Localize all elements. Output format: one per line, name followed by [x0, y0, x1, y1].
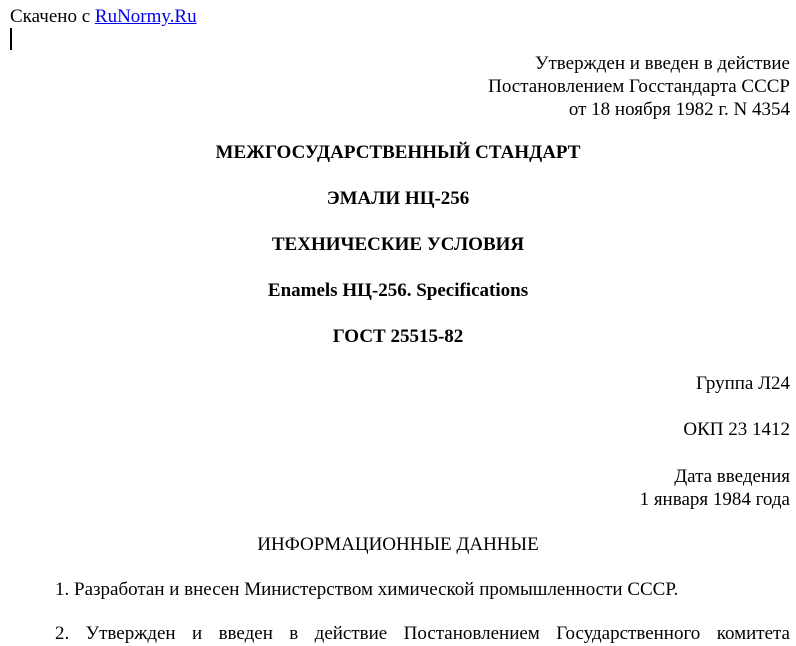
info-item-1: 1. Разработан и внесен Министерством химической промышленности СССР. [55, 579, 679, 600]
group-code: Группа Л24 [696, 373, 790, 394]
gost-number-heading: ГОСТ 25515-82 [332, 326, 464, 347]
approval-line-2: Постановлением Госстандарта СССР [488, 76, 790, 97]
approval-line-3: от 18 ноября 1982 г. N 4354 [568, 99, 790, 120]
product-title-heading: ЭМАЛИ НЦ-256 [326, 188, 470, 209]
info-heading: ИНФОРМАЦИОННЫЕ ДАННЫЕ [257, 534, 539, 555]
intro-date-label: Дата введения [674, 466, 790, 487]
text-cursor [10, 28, 12, 50]
standard-type-heading: МЕЖГОСУДАРСТВЕННЫЙ СТАНДАРТ [215, 142, 581, 163]
source-prefix: Скачено с [10, 6, 91, 27]
okp-code: ОКП 23 1412 [683, 419, 790, 440]
approval-block [488, 52, 790, 121]
specifications-heading: ТЕХНИЧЕСКИЕ УСЛОВИЯ [271, 234, 525, 255]
info-item-2: 2. Утвержден и введен в действие Постановлением Государственного комитета [55, 623, 790, 644]
source-line [10, 6, 197, 28]
english-title-heading: Enamels НЦ-256. Specifications [267, 280, 529, 301]
intro-date-value: 1 января 1984 года [639, 489, 790, 510]
approval-line-1: Утвержден и введен в действие [535, 53, 790, 74]
source-link[interactable]: RuNormy.Ru [94, 6, 197, 27]
